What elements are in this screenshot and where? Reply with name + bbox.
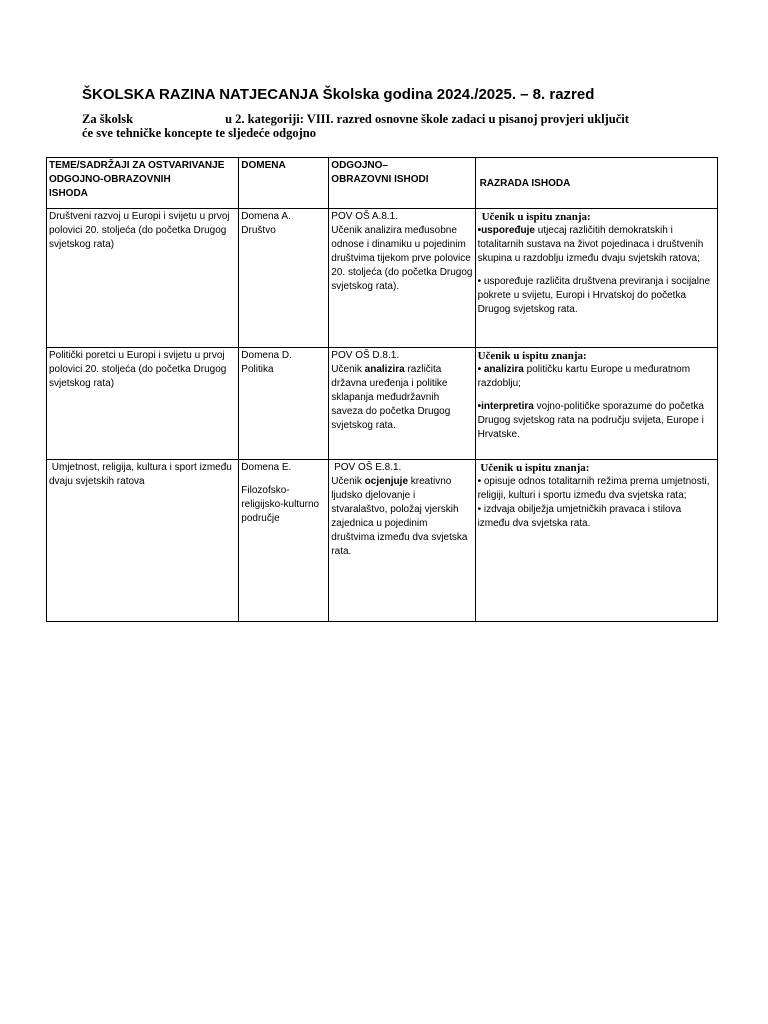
header-topics: TEME/SADRŽAJI ZA OSTVARIVANJE ODGOJNO-OBRAZOVNIH ISHODA xyxy=(47,158,239,209)
topic-cell: Društveni razvoj u Europi i svijetu u prvoj polovici 20. stoljeća (do početka Drugog svjetskog rata) xyxy=(47,209,239,348)
domain-cell: Domena D. Politika xyxy=(239,348,329,460)
header-outcomes: ODGOJNO– OBRAZOVNI ISHODI xyxy=(329,158,475,209)
elaboration-cell: Učenik u ispitu znanja: • opisuje odnos totalitarnih režima prema umjetnosti, religiji, kulturi i sportu između dva svjetska rata; • izdvaja obilježja umjetničkih pravaca i stilova između dva svjetska rata. xyxy=(475,460,717,622)
page-title: ŠKOLSKA RAZINA NATJECANJA Školska godina 2024./2025. – 8. razred xyxy=(82,86,595,103)
topic-cell: Politički poretci u Europi i svijetu u prvoj polovici 20. stoljeća (do početka Drugog svjetskog rata) xyxy=(47,348,239,460)
outcomes-table xyxy=(46,157,718,622)
intro-part2: u 2. kategoriji: VIII. razred osnovne škole zadaci u pisanoj provjeri uključit xyxy=(225,112,629,126)
topic-cell: Umjetnost, religija, kultura i sport između dvaju svjetskih ratova xyxy=(47,460,239,622)
outcome-cell: POV OŠ E.8.1. Učenik ocjenjuje kreativno ljudsko djelovanje i stvaralaštvo, položaj vjerskih zajednica u pojedinim društvima između dva svjetska rata. xyxy=(329,460,475,622)
table-row xyxy=(47,348,718,460)
intro-text xyxy=(82,112,682,140)
outcome-cell: POV OŠ D.8.1. Učenik analizira različita državna uređenja i politike sklapanja međudržavnih saveza do početka Drugog svjetskog rata. xyxy=(329,348,475,460)
header-elaboration: RAZRADA ISHODA xyxy=(475,158,717,209)
outcome-cell: POV OŠ A.8.1. Učenik analizira međusobne odnose i dinamiku u pojedinim društvima tijekom prve polovice 20. stoljeća (do početka Drugog svjetskog rata). xyxy=(329,209,475,348)
table-row xyxy=(47,460,718,622)
header-domain: DOMENA xyxy=(239,158,329,209)
domain-cell: Domena E. Filozofsko-religijsko-kulturno područje xyxy=(239,460,329,622)
elaboration-cell: Učenik u ispitu znanja: •uspoređuje utjecaj različitih demokratskih i totalitarnih sustava na život pojedinaca i društvenih skupina u razdoblju između dvaju svjetskih ratova; • uspoređuje različita društvena previranja i socijalne pokrete u svijetu, Europi i Hrvatskoj do početka Drugog svjetskog rata. xyxy=(475,209,717,348)
domain-cell: Domena A. Društvo xyxy=(239,209,329,348)
table-row xyxy=(47,209,718,348)
intro-line2: će sve tehničke koncepte te sljedeće odgojno xyxy=(82,126,316,140)
elaboration-cell: Učenik u ispitu znanja: • analizira političku kartu Europe u međuratnom razdoblju; •interpretira vojno-političke sporazume do početka Drugog svjetskog rata na području svijeta, Europe i Hrvatske. xyxy=(475,348,717,460)
table-header-row xyxy=(47,158,718,209)
intro-part1: Za školsk xyxy=(82,112,134,126)
